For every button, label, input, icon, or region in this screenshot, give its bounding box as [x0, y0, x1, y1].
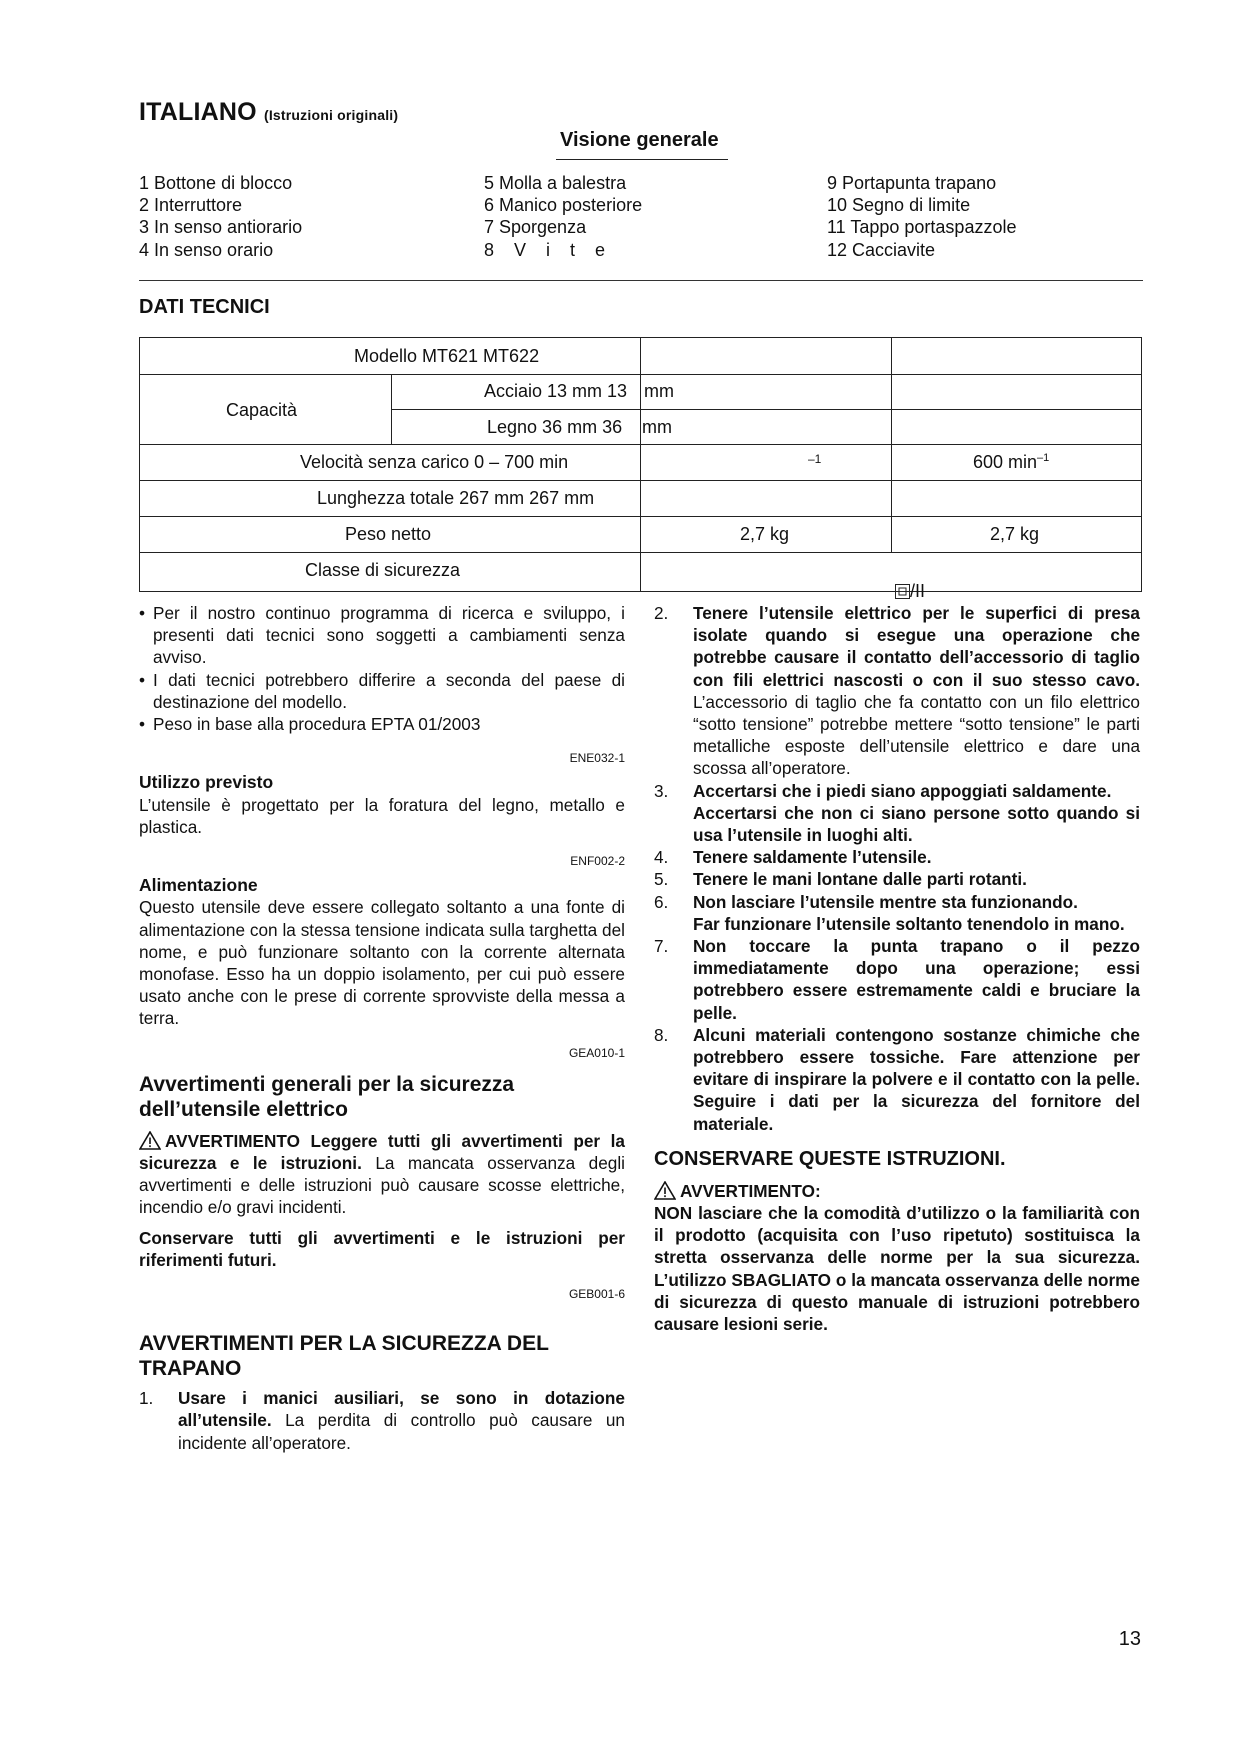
note-item: • I dati tecnici potrebbero differire a seconda del paese di destinazione del modello. — [139, 669, 625, 712]
keep-warning-label-text: AVVERTIMENTO: — [680, 1180, 821, 1201]
spec-weight-label: Peso netto — [345, 524, 432, 544]
overview-item: 12 Cacciavite — [827, 239, 936, 260]
spec-steel-unit: mm — [644, 381, 674, 401]
safety-item — [139, 1387, 625, 1454]
item-bold: Alcuni materiali contengono sostanze chimiche che potrebbero essere tossiche. Fare attenzione per evitare di inspirare la polvere e il contatto con la pelle. Seguire i dati per la sicurezza del fornitore del materiale. — [693, 1024, 1140, 1134]
spec-length: Lunghezza totale 267 mm 267 mm — [317, 488, 595, 508]
power-text: Questo utensile deve essere collegato soltanto a una fonte di alimentazione con la stessa tensione indicata sulla targhetta del nome, e può funzionare soltanto con la corrente alternata monofase. Esso ha un doppio isolamento, per cui può essere usato anche con le prese di corrente sprovviste della messa a terra. — [139, 897, 625, 1029]
spec-weight-2: 2,7 kg — [990, 524, 1040, 544]
doc-code: GEB001-6 — [568, 1287, 625, 1302]
table-rule — [391, 374, 392, 444]
item-number: 8. — [654, 1024, 669, 1045]
note-text: I dati tecnici potrebbero differire a seconda del paese di destinazione del modello. — [153, 669, 625, 712]
doc-code: ENE032-1 — [569, 751, 625, 766]
safety-item — [654, 780, 1140, 847]
intended-use-text: L’utensile è progettato per la foratura del legno, metallo e plastica. — [139, 794, 625, 837]
note-text: Peso in base alla procedura EPTA 01/2003 — [153, 714, 481, 735]
item-number: 5. — [654, 869, 669, 890]
warning-triangle-icon — [139, 1131, 161, 1150]
safety-item — [654, 935, 1140, 1024]
general-warnings-title: Avvertimenti generali per la sicurezza dell’utensile elettrico — [139, 1072, 515, 1121]
overview-item: 1 Bottone di blocco — [139, 173, 293, 193]
item-bold: Tenere saldamente l’utensile. — [693, 847, 932, 868]
item-text: L’accessorio di taglio che fa contatto con un filo elettrico “sotto tensione” potrebbe mettere “sotto tensione” le parti metalliche esposte dell’utensile elettrico e dare una scossa all’operatore. — [693, 691, 1140, 779]
spec-safety-class: /II — [910, 581, 926, 601]
item-number: 2. — [654, 603, 669, 623]
note-item: • Per il nostro continuo programma di ricerca e sviluppo, i presenti dati tecnici sono soggetti a cambiamenti senza avviso. — [139, 603, 625, 668]
note-text: Per il nostro continuo programma di ricerca e sviluppo, i presenti dati tecnici sono soggetti a cambiamenti senza avviso. — [153, 603, 625, 668]
spec-capacity-label: Capacità — [226, 400, 298, 420]
spec-safety-label: Classe di sicurezza — [305, 560, 461, 580]
intended-use-title: Utilizzo previsto — [139, 772, 274, 793]
overview-item: 2 Interruttore — [139, 195, 243, 216]
item-bold: Usare i manici ausiliari, se sono in dotazione all’utensile. — [178, 1388, 625, 1431]
note-item: • Peso in base alla procedura EPTA 01/2003 — [139, 714, 481, 735]
language-heading — [139, 98, 398, 127]
spec-wood-unit: mm — [642, 417, 672, 437]
overview-column-1 — [139, 172, 302, 261]
item-bold-2: Accertarsi che non ci siano persone sotto quando si usa l’utensile in luoghi alti. — [693, 802, 1140, 846]
overview-column-2 — [484, 172, 642, 261]
overview-underline — [556, 159, 728, 160]
section-divider — [139, 280, 1143, 281]
specs-table — [139, 337, 1142, 601]
page-number: 13 — [1118, 1628, 1141, 1650]
item-bold: Non lasciare l’utensile mentre sta funzionando. — [693, 891, 1078, 912]
item-number: 1. — [139, 1388, 154, 1409]
overview-title: Visione generale — [560, 129, 719, 151]
overview-item: 11 Tappo portaspazzole — [827, 217, 1017, 238]
doc-code: ENF002-2 — [570, 854, 625, 869]
specs-title: DATI TECNICI — [139, 296, 270, 318]
overview-column-3 — [827, 172, 1016, 261]
spec-steel: Acciaio 13 mm 13 — [484, 381, 628, 401]
general-warning-paragraph — [139, 1130, 625, 1219]
spec-wood: Legno 36 mm 36 — [487, 417, 623, 437]
overview-item: 9 Portapunta trapano — [827, 173, 997, 193]
safety-item — [654, 868, 1140, 890]
left-column — [139, 602, 625, 1454]
drill-safety-title: AVVERTIMENTI PER LA SICUREZZA DEL TRAPANO — [139, 1332, 549, 1381]
overview-item: 3 In senso antiorario — [139, 217, 303, 238]
item-bold-2: Far funzionare l’utensile soltanto tenendolo in mano. — [693, 913, 1125, 934]
overview-item: 8 V i t e — [484, 239, 606, 260]
spec-weight-1: 2,7 kg — [740, 524, 790, 544]
item-number: 3. — [654, 780, 669, 801]
language-label: ITALIANO — [139, 98, 257, 126]
keep-warning-text: NON lasciare che la comodità d’utilizzo o la familiarità con il prodotto (acquisita con l’uso ripetuto) sostituisca la stretta osservanza delle norme per la sua sicurezza. L’utilizzo SBAGLIATO o la mancata osservanza delle norme di sicurezza di questo manuale di istruzioni potrebbero causare lesioni serie. — [654, 1203, 1140, 1335]
item-text: La perdita di controllo può causare un incidente all’operatore. — [178, 1410, 625, 1453]
item-number: 4. — [654, 847, 669, 868]
spec-speed: Velocità senza carico 0 – 700 min — [300, 452, 569, 472]
item-number: 7. — [654, 936, 669, 957]
doc-code: GEA010-1 — [568, 1045, 625, 1060]
keep-warning-label — [654, 1180, 1140, 1202]
overview-item: 10 Segno di limite — [827, 195, 971, 216]
spec-speed-value: 600 min — [973, 452, 1038, 472]
overview-item: 7 Sporgenza — [484, 217, 587, 238]
item-bold: Accertarsi che i piedi siano appoggiati saldamente. — [693, 780, 1112, 801]
spec-speed-value-exp: –1 — [1037, 452, 1050, 464]
overview-item: 5 Molla a balestra — [484, 173, 627, 193]
safety-item — [654, 1024, 1140, 1135]
spec-speed-exp: –1 — [808, 452, 822, 466]
safety-item — [654, 846, 1140, 868]
item-number: 6. — [654, 891, 669, 912]
item-bold: Tenere le mani lontane dalle parti rotanti. — [693, 869, 1027, 890]
safety-item — [654, 891, 1140, 935]
spec-speed-col3 — [973, 452, 1049, 473]
power-title: Alimentazione — [139, 875, 258, 896]
warning-triangle-icon — [654, 1181, 676, 1200]
keep-instructions-title: CONSERVARE QUESTE ISTRUZIONI. — [654, 1147, 1006, 1170]
double-insulation-icon — [895, 584, 910, 599]
right-column — [654, 602, 1140, 1335]
keep-warnings-text: Conservare tutti gli avvertimenti e le istruzioni per riferimenti futuri. — [139, 1227, 625, 1270]
spec-model: Modello MT621 MT622 — [354, 346, 540, 366]
item-bold: Tenere l’utensile elettrico per le superfici di presa isolate quando si esegue una operazione che potrebbe causare il contatto dell’accessorio di taglio con fili elettrici nascosti o con il suo stesso cavo. — [693, 603, 1140, 690]
table-rule — [391, 409, 1141, 410]
general-warning-text: La mancata osservanza degli avvertimenti e delle istruzioni può causare scosse elettriche, incendio e/o gravi incidenti. — [139, 1153, 625, 1218]
overview-item: 4 In senso orario — [139, 239, 274, 260]
language-note: (Istruzioni originali) — [263, 107, 399, 123]
table-rule — [891, 338, 892, 552]
overview-item: 6 Manico posteriore — [484, 195, 643, 216]
general-warning-bold: AVVERTIMENTO Leggere tutti gli avvertimenti per la sicurezza e le istruzioni. — [139, 1130, 625, 1174]
safety-item — [654, 602, 1140, 780]
table-rule — [640, 338, 641, 591]
item-bold: Non toccare la punta trapano o il pezzo immediatamente dopo una operazione; essi potrebbero essere estremamente caldi e bruciare la pelle. — [693, 936, 1140, 1023]
